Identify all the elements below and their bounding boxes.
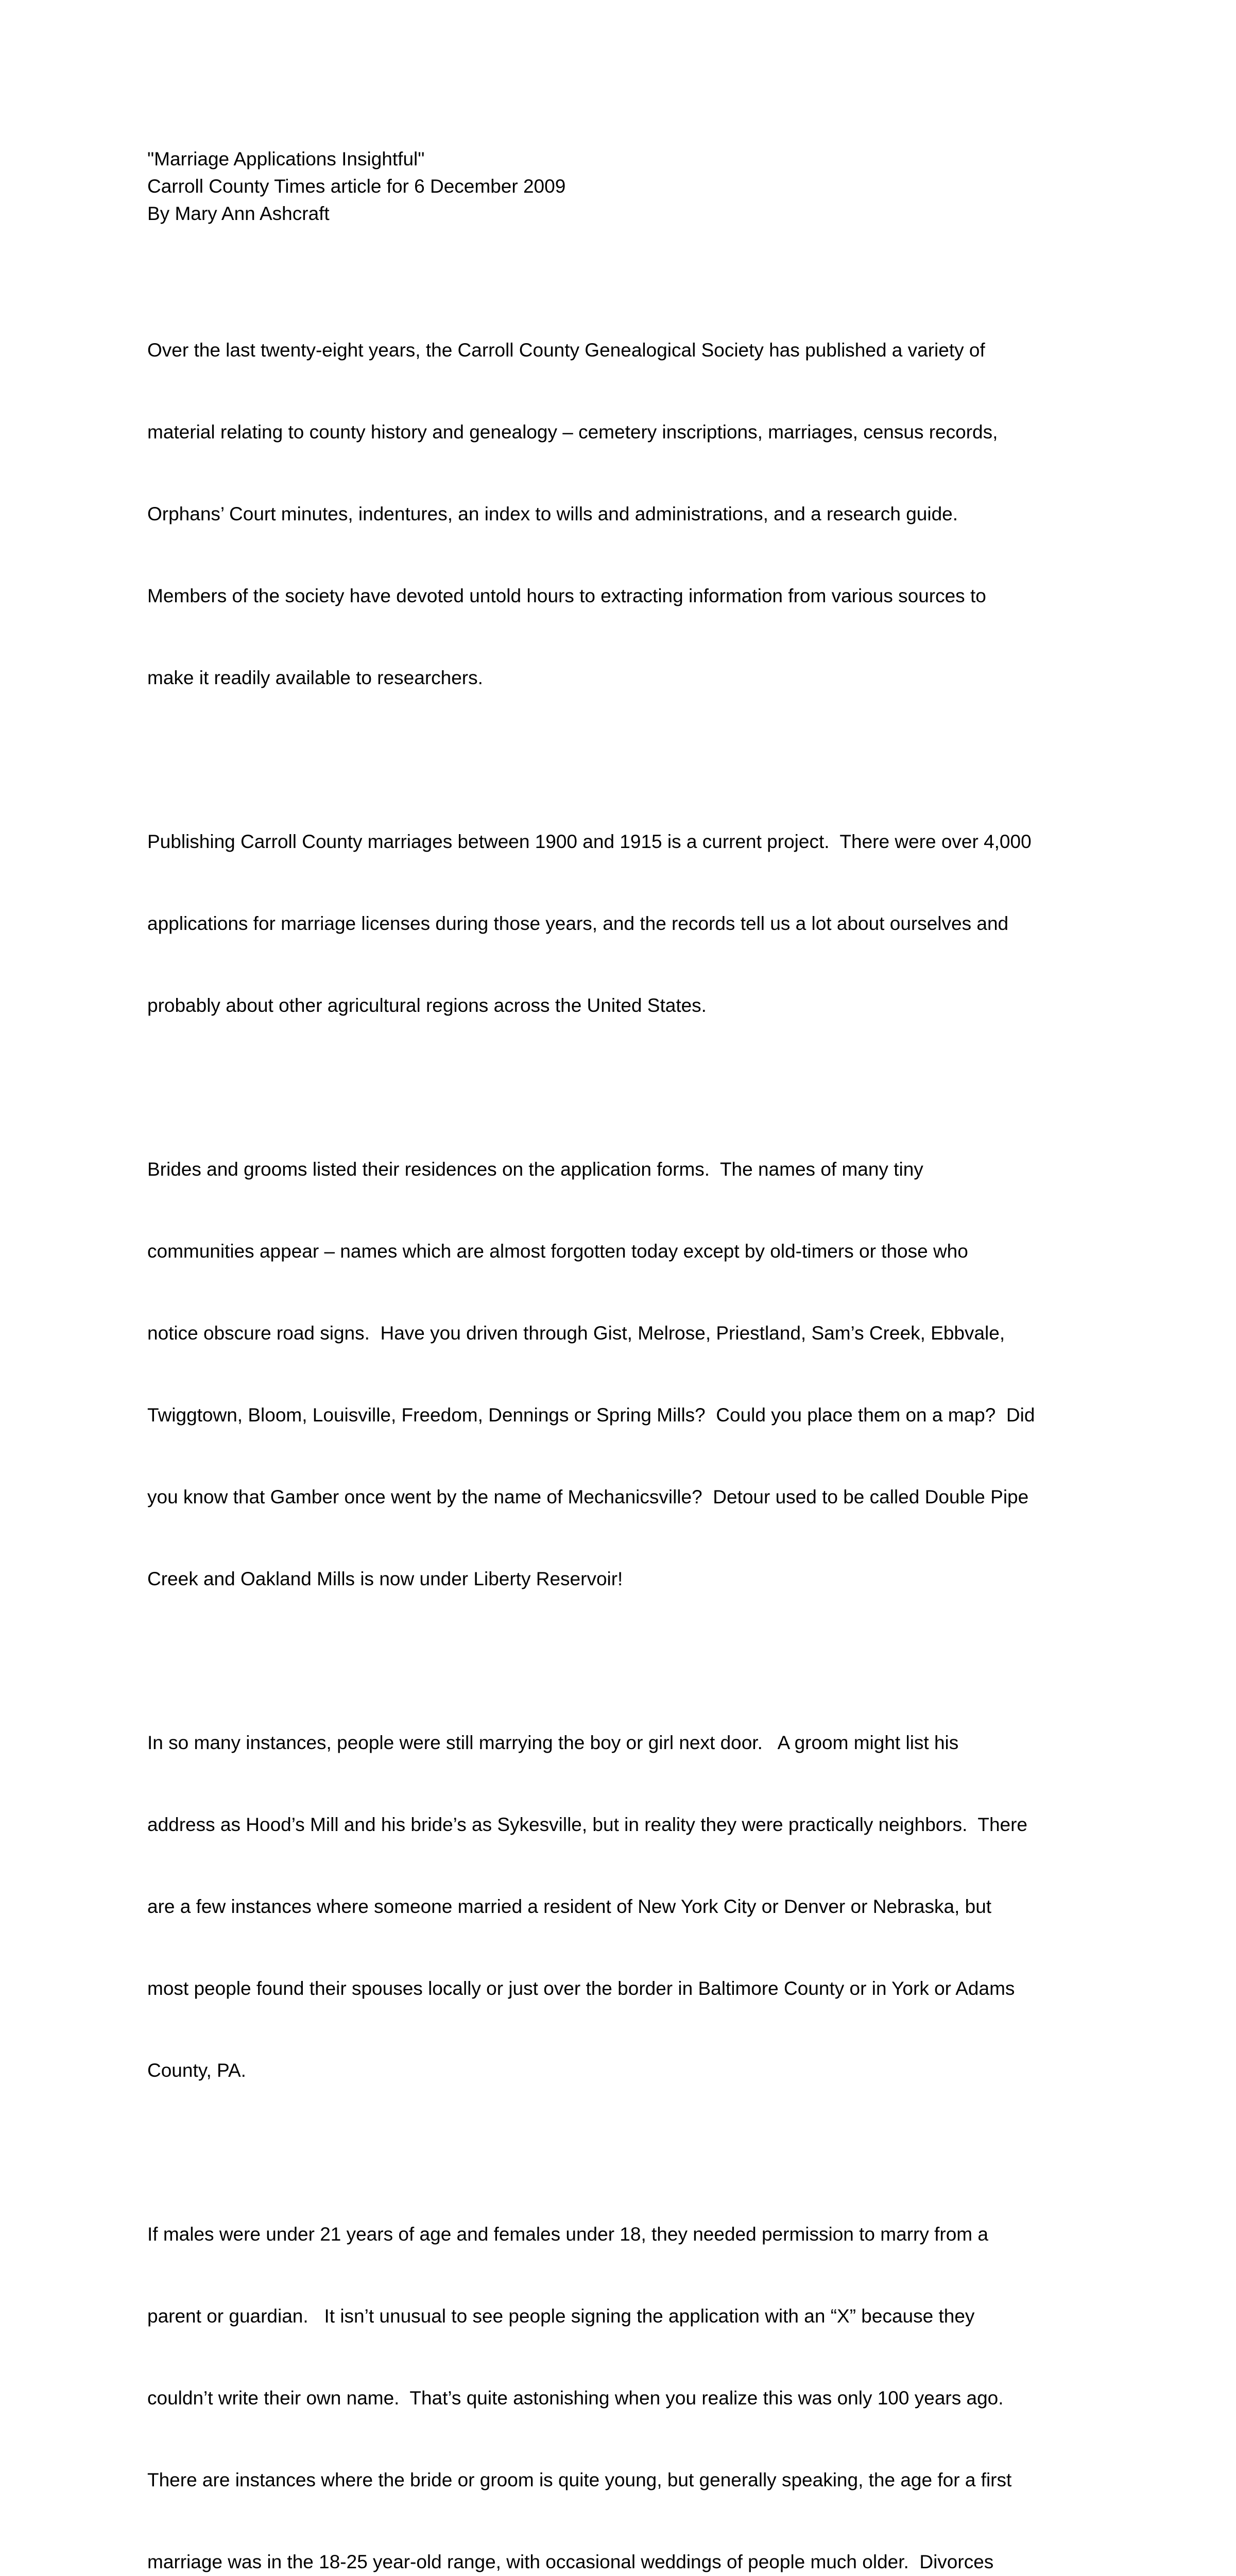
paragraph-line: couldn’t write their own name. That’s quite astonishing when you realize this was only 100 years ago. — [147, 2387, 1004, 2409]
paragraph-line: Over the last twenty-eight years, the Carroll County Genealogical Society has published a variety of — [147, 340, 985, 361]
article-header — [147, 145, 1105, 227]
paragraph-line: address as Hood’s Mill and his bride’s as Sykesville, but in reality they were practically neighbors. There — [147, 1814, 1027, 1835]
paragraph-line: In so many instances, people were still marrying the boy or girl next door. A groom might list his — [147, 1732, 959, 1753]
article-byline: By Mary Ann Ashcraft — [147, 203, 330, 224]
paragraph-line: material relating to county history and genealogy – cemetery inscriptions, marriages, census records, — [147, 421, 998, 443]
paragraph-line: parent or guardian. It isn’t unusual to see people signing the application with an “X” because they — [147, 2306, 975, 2327]
article-title: "Marriage Applications Insightful" — [147, 148, 425, 170]
paragraph — [147, 1101, 1105, 1647]
paragraph-line: you know that Gamber once went by the name of Mechanicsville? Detour used to be called Double Pipe — [147, 1486, 1029, 1507]
paragraph — [147, 773, 1105, 1074]
paragraph-line: are a few instances where someone married a resident of New York City or Denver or Nebraska, but — [147, 1896, 992, 1917]
paragraph-line: Brides and grooms listed their residences on the application forms. The names of many tiny — [147, 1159, 923, 1180]
paragraph-line: notice obscure road signs. Have you driven through Gist, Melrose, Priestland, Sam’s Creek, Ebbvale, — [147, 1323, 1005, 1344]
paragraph-line: probably about other agricultural regions across the United States. — [147, 995, 707, 1016]
paragraph-line: Orphans’ Court minutes, indentures, an index to wills and administrations, and a research guide. — [147, 503, 958, 524]
paragraph-line: marriage was in the 18-25 year-old range, with occasional weddings of people much older. Divorces — [147, 2551, 994, 2572]
header-spacer — [147, 227, 1105, 282]
paragraph-line: Publishing Carroll County marriages between 1900 and 1915 is a current project. There were over 4,000 — [147, 831, 1032, 852]
paragraph — [147, 2166, 1105, 2576]
paragraph-line: Twiggtown, Bloom, Louisville, Freedom, Dennings or Spring Mills? Could you place them on a map? Did — [147, 1404, 1035, 1426]
paragraph-line: communities appear – names which are almost forgotten today except by old-timers or those who — [147, 1241, 968, 1262]
paragraph-line: County, PA. — [147, 2060, 246, 2081]
paragraph-line: There are instances where the bride or groom is quite young, but generally speaking, the age for a first — [147, 2469, 1012, 2490]
paragraph-line: Members of the society have devoted untold hours to extracting information from various sources to — [147, 585, 986, 606]
article-publication: Carroll County Times article for 6 December 2009 — [147, 176, 566, 197]
paragraph-line: Creek and Oakland Mills is now under Liberty Reservoir! — [147, 1568, 623, 1589]
paragraph — [147, 1674, 1105, 2139]
article-body — [147, 145, 1105, 2576]
paragraph-line: make it readily available to researchers. — [147, 667, 483, 688]
paragraph — [147, 282, 1105, 746]
paragraph-line: If males were under 21 years of age and females under 18, they needed permission to marry from a — [147, 2224, 988, 2245]
paragraph-line: applications for marriage licenses during those years, and the records tell us a lot about ourselves and — [147, 913, 1009, 934]
paragraph-line: most people found their spouses locally or just over the border in Baltimore County or in York or Adams — [147, 1978, 1015, 1999]
